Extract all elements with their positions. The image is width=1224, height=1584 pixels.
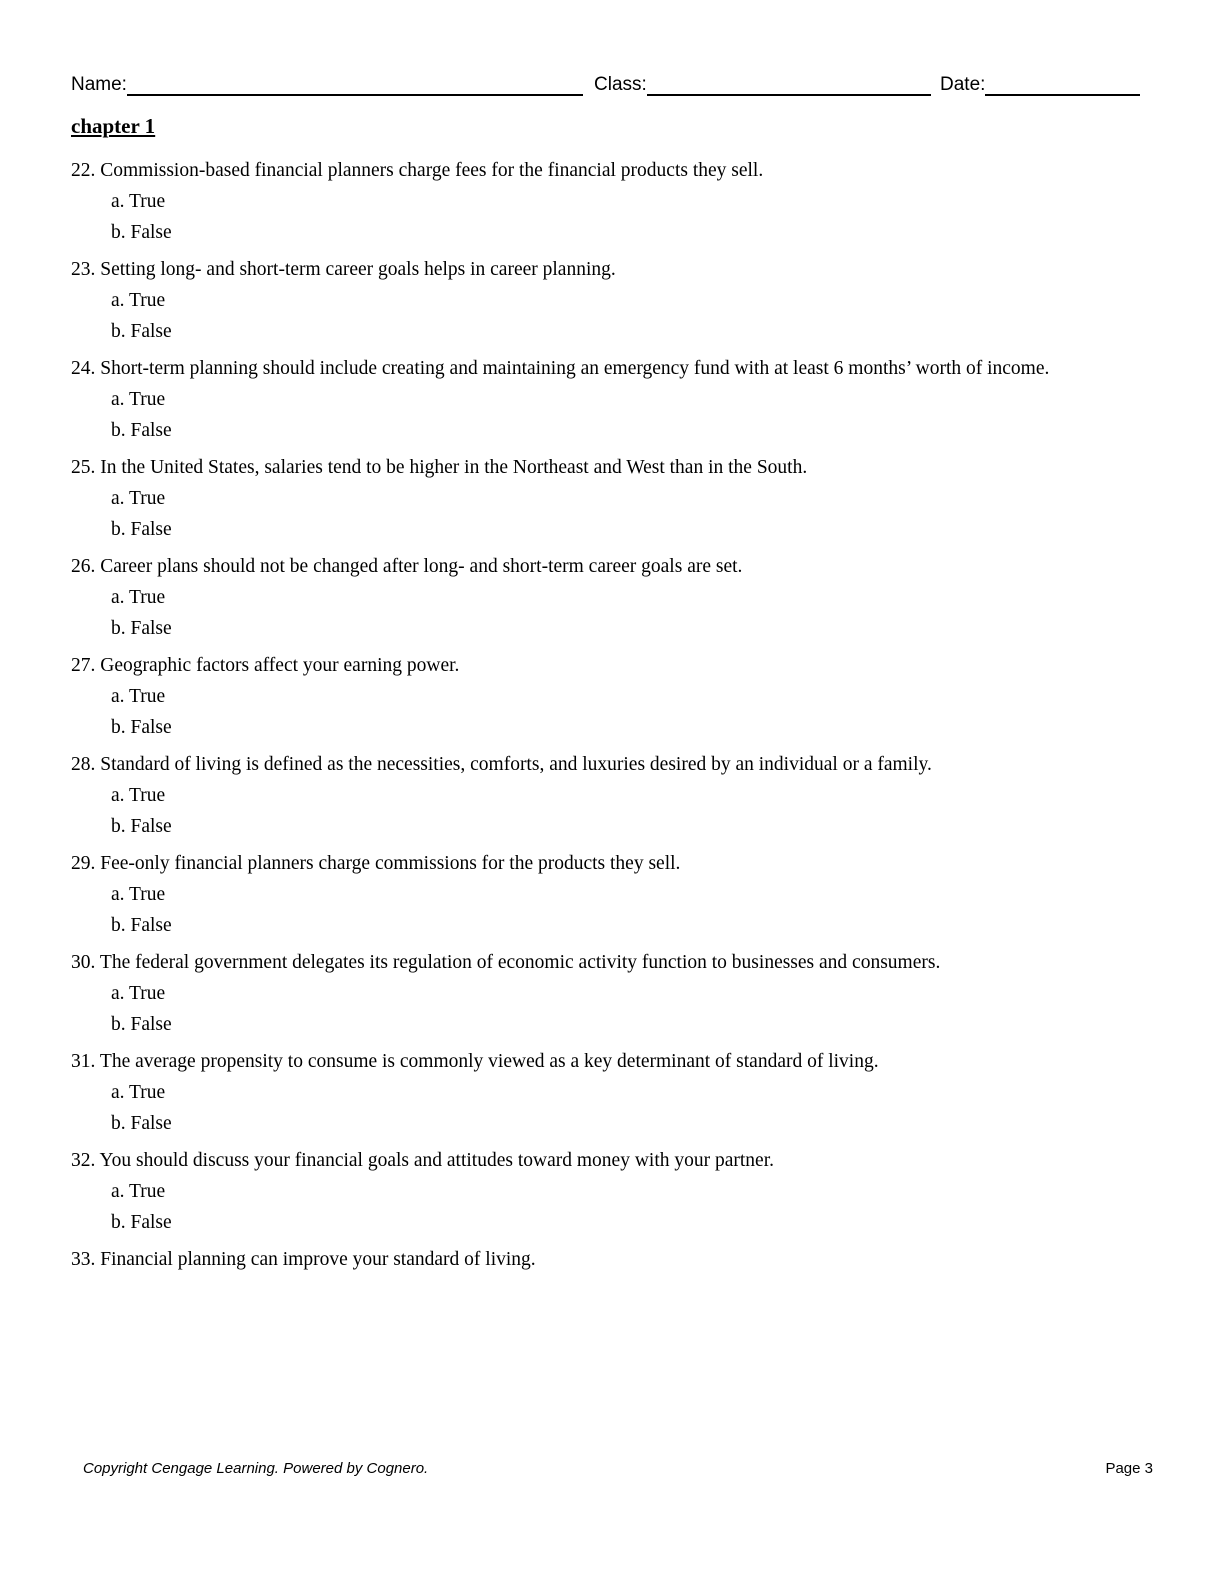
question-text: Geographic factors affect your earning power.: [100, 655, 460, 676]
page-number: Page 3: [1105, 1460, 1153, 1477]
question-number: 31.: [71, 1051, 96, 1072]
answer-option: b. False: [111, 915, 172, 936]
question-number: 28.: [71, 754, 96, 775]
answer-option: a. True: [111, 488, 166, 509]
worksheet-header: [71, 70, 1143, 98]
question-number: 32.: [71, 1150, 96, 1171]
answer-option: a. True: [111, 884, 166, 905]
question-text: Fee-only financial planners charge commissions for the products they sell.: [100, 853, 681, 874]
answer-option: b. False: [111, 717, 172, 738]
copyright-text: Copyright Cengage Learning. Powered by Cognero.: [83, 1460, 429, 1477]
question-stem: [71, 455, 1151, 480]
question-stem: [71, 1247, 1151, 1272]
question-text: Setting long- and short-term career goals helps in career planning.: [100, 259, 616, 280]
answer-option: b. False: [111, 420, 172, 441]
date-blank-line: [985, 72, 1140, 96]
question-stem: [71, 1049, 1151, 1074]
question-number: 22.: [71, 160, 96, 181]
answer-option: b. False: [111, 519, 172, 540]
question-number: 24.: [71, 358, 96, 379]
question-number: 26.: [71, 556, 96, 577]
answer-option: a. True: [111, 785, 166, 806]
answer-option: b. False: [111, 1113, 172, 1134]
class-blank-line: [647, 72, 931, 96]
question-item: [71, 653, 1151, 740]
question-stem: [71, 752, 1151, 777]
question-stem: [71, 554, 1151, 579]
question-stem: [71, 950, 1151, 975]
question-stem: [71, 653, 1151, 678]
question-stem: [71, 1148, 1151, 1173]
date-label: Date:: [940, 74, 986, 95]
question-number: 29.: [71, 853, 96, 874]
question-stem: [71, 851, 1151, 876]
question-item: [71, 1049, 1151, 1136]
question-item: [71, 257, 1151, 344]
question-item: [71, 1148, 1151, 1235]
question-text: The federal government delegates its regulation of economic activity function to businesses and consumers.: [99, 952, 941, 973]
answer-option: b. False: [111, 1212, 172, 1233]
question-stem: [71, 257, 1151, 282]
question-stem: [71, 356, 1151, 381]
question-number: 27.: [71, 655, 96, 676]
answer-option: a. True: [111, 587, 166, 608]
question-text: Commission-based financial planners charge fees for the financial products they sell.: [100, 160, 764, 181]
question-text: In the United States, salaries tend to be higher in the Northeast and West than in the South.: [100, 457, 808, 478]
answer-option: b. False: [111, 1014, 172, 1035]
question-number: 33.: [71, 1249, 96, 1270]
answer-option: a. True: [111, 191, 166, 212]
page-footer: [83, 1460, 1153, 1480]
question-text: The average propensity to consume is commonly viewed as a key determinant of standard of living.: [99, 1051, 879, 1072]
question-text: You should discuss your financial goals and attitudes toward money with your partner.: [99, 1150, 774, 1171]
answer-option: a. True: [111, 389, 166, 410]
question-number: 23.: [71, 259, 96, 280]
question-number: 30.: [71, 952, 96, 973]
answer-option: a. True: [111, 1181, 166, 1202]
answer-option: b. False: [111, 618, 172, 639]
question-item: [71, 950, 1151, 1037]
question-item: [71, 1247, 1151, 1272]
chapter-title: chapter 1: [71, 114, 156, 138]
question-item: [71, 455, 1151, 542]
answer-option: b. False: [111, 816, 172, 837]
question-number: 25.: [71, 457, 96, 478]
answer-option: a. True: [111, 290, 166, 311]
question-stem: [71, 158, 1151, 183]
question-text: Career plans should not be changed after long- and short-term career goals are set.: [100, 556, 743, 577]
name-field: [71, 70, 583, 96]
answer-option: a. True: [111, 686, 166, 707]
question-text: Financial planning can improve your standard of living.: [100, 1249, 536, 1270]
question-item: [71, 554, 1151, 641]
answer-option: b. False: [111, 321, 172, 342]
class-label: Class:: [594, 74, 647, 95]
name-label: Name:: [71, 74, 127, 95]
answer-option: a. True: [111, 983, 166, 1004]
date-field: [940, 70, 1140, 96]
question-text: Short-term planning should include creating and maintaining an emergency fund with at least 6 months’ worth of income.: [100, 358, 1050, 379]
question-item: [71, 158, 1151, 245]
name-blank-line: [127, 72, 583, 96]
question-item: [71, 851, 1151, 938]
answer-option: a. True: [111, 1082, 166, 1103]
class-field: [594, 70, 931, 96]
question-item: [71, 752, 1151, 839]
question-list: [71, 158, 1151, 1284]
question-text: Standard of living is defined as the necessities, comforts, and luxuries desired by an individual or a family.: [100, 754, 932, 775]
answer-option: b. False: [111, 222, 172, 243]
question-item: [71, 356, 1151, 443]
